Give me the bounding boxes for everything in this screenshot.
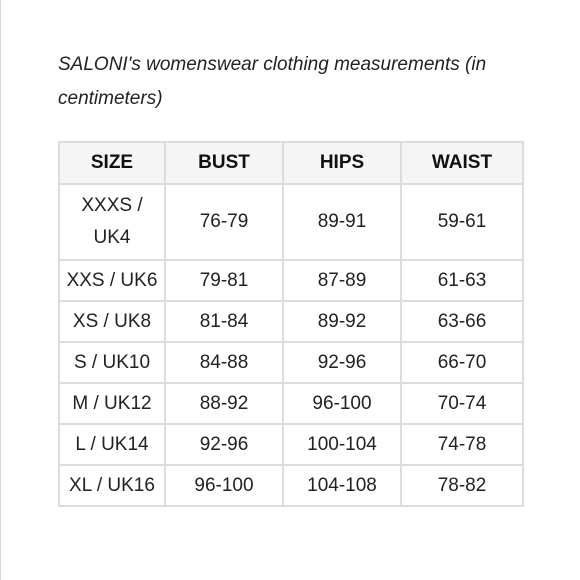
waist-cell: 78-82 [401,465,523,506]
size-cell: XL / UK16 [59,465,165,506]
table-header-row [59,142,523,184]
table-row [59,342,523,383]
hips-cell: 104-108 [283,465,401,506]
bust-cell: 76-79 [165,184,283,260]
hips-cell: 87-89 [283,260,401,301]
table-row [59,260,523,301]
column-header-bust: BUST [165,142,283,184]
size-cell: M / UK12 [59,383,165,424]
bust-cell: 88-92 [165,383,283,424]
left-edge-divider [0,0,1,580]
bust-cell: 81-84 [165,301,283,342]
waist-cell: 63-66 [401,301,523,342]
waist-cell: 74-78 [401,424,523,465]
table-row [59,301,523,342]
size-cell: S / UK10 [59,342,165,383]
bust-cell: 79-81 [165,260,283,301]
hips-cell: 96-100 [283,383,401,424]
waist-cell: 61-63 [401,260,523,301]
waist-cell: 66-70 [401,342,523,383]
size-cell: XXS / UK6 [59,260,165,301]
table-row [59,383,523,424]
table-row [59,465,523,506]
hips-cell: 89-91 [283,184,401,260]
size-cell: L / UK14 [59,424,165,465]
size-chart-table [58,141,524,507]
bust-cell: 84-88 [165,342,283,383]
table-row [59,424,523,465]
column-header-hips: HIPS [283,142,401,184]
waist-cell: 70-74 [401,383,523,424]
hips-cell: 100-104 [283,424,401,465]
size-cell: XXXS / UK4 [59,184,165,260]
column-header-size: SIZE [59,142,165,184]
bust-cell: 92-96 [165,424,283,465]
bust-cell: 96-100 [165,465,283,506]
size-cell: XS / UK8 [59,301,165,342]
column-header-waist: WAIST [401,142,523,184]
waist-cell: 59-61 [401,184,523,260]
table-row [59,184,523,260]
hips-cell: 89-92 [283,301,401,342]
hips-cell: 92-96 [283,342,401,383]
table-caption: SALONI's womenswear clothing measurements (in centimeters) [58,54,487,109]
